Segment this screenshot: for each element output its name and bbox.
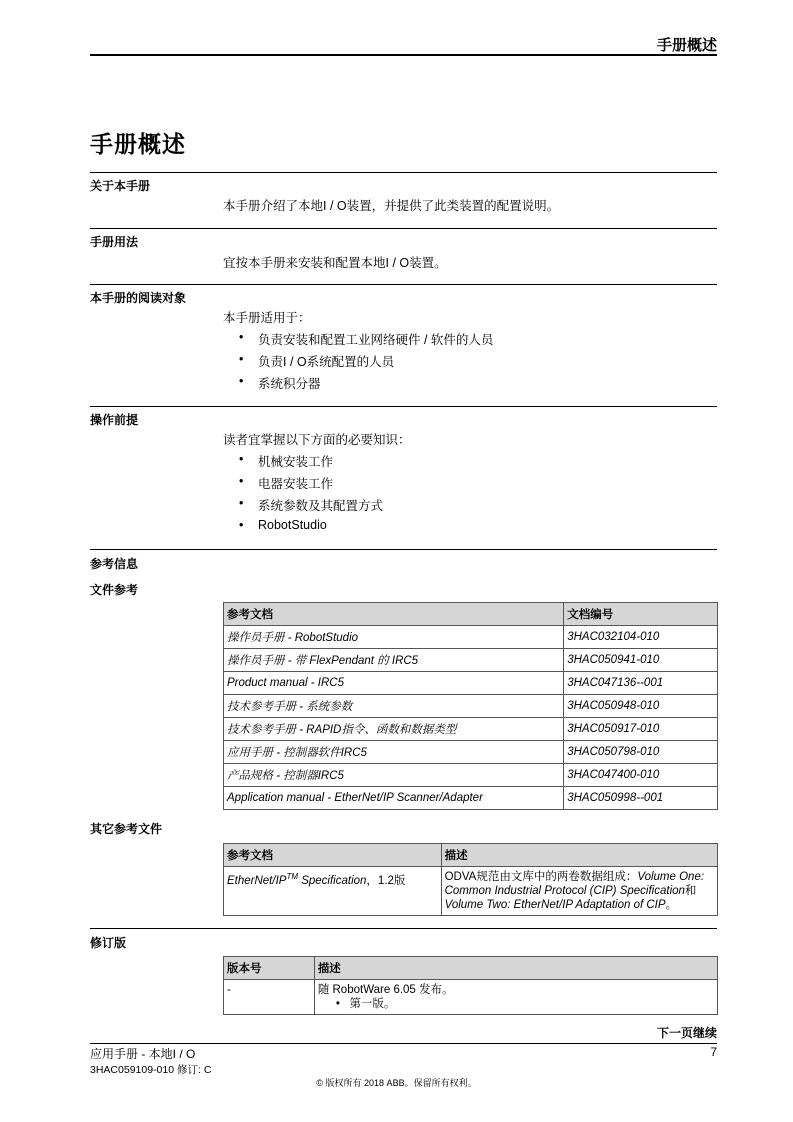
- section-rule: [90, 928, 717, 929]
- table-row: [224, 980, 718, 1015]
- table-header-row: [224, 603, 718, 626]
- bullet: •: [335, 998, 340, 1010]
- copyright: © 版权所有 2018 ABB。保留所有权利。: [316, 1078, 477, 1088]
- bullet: •: [239, 330, 244, 344]
- table-row: [224, 764, 718, 787]
- doc-title-cell: Application manual - EtherNet/IP Scanner/Adapter: [224, 787, 564, 810]
- desc-volume-two: Volume Two: EtherNet/IP Adaptation of CIP: [444, 899, 666, 911]
- bullet: •: [239, 352, 244, 366]
- subheading-other-refs: 其它参考文件: [90, 822, 163, 836]
- revision-item-text: 第一版。: [349, 998, 396, 1010]
- column-header: 描述: [314, 957, 717, 980]
- table-row: [224, 626, 718, 649]
- table-row: [224, 718, 718, 741]
- desc-text: 。: [665, 899, 678, 911]
- revision-desc: 随 RobotWare 6.05 发布。: [317, 984, 454, 996]
- table-row: [224, 867, 718, 916]
- doc-title-cell: 操作员手册 - 带 FlexPendant 的 IRC5: [224, 649, 564, 672]
- doc-title-cell: 产品规格 - 控制器IRC5: [224, 764, 564, 787]
- list-item: 系统积分器: [258, 377, 321, 391]
- doc-number-cell: 3HAC050917-010: [564, 718, 718, 741]
- column-header: 文档编号: [564, 603, 718, 626]
- table-header-row: [224, 957, 718, 980]
- table-row: [224, 741, 718, 764]
- other-reference-table-wrap: [223, 843, 718, 916]
- doc-title-cell: 技术参考手册 - 系统参数: [224, 695, 564, 718]
- spec-version: ，1.2版: [366, 874, 406, 887]
- column-header: 参考文档: [224, 844, 442, 867]
- revision-item: [318, 997, 714, 1011]
- desc-volume-one: Volume One: Common Industrial Protocol (CIP) Specification: [444, 871, 705, 897]
- revision-table: [223, 956, 718, 1015]
- table-header-row: [224, 844, 718, 867]
- page-number: 7: [710, 1045, 717, 1059]
- description-cell: [441, 867, 717, 916]
- bullet: •: [239, 474, 244, 488]
- trademark: TM: [286, 872, 299, 881]
- section-heading-prereq: 操作前提: [90, 413, 139, 427]
- header-rule: [90, 54, 717, 56]
- doc-number-cell: 3HAC047400-010: [564, 764, 718, 787]
- desc-text: 和: [684, 885, 697, 897]
- section-heading-audience: 本手册的阅读对象: [90, 291, 187, 305]
- list-item: RobotStudio: [258, 518, 327, 532]
- list-item: 机械安装工作: [258, 455, 334, 469]
- doc-reference-table-wrap: [223, 602, 718, 810]
- doc-number-cell: 3HAC050798-010: [564, 741, 718, 764]
- section-rule: [90, 172, 717, 173]
- section-heading-about: 关于本手册: [90, 179, 151, 193]
- usage-text: 宜按本手册来安装和配置本地I / O装置。: [223, 256, 447, 270]
- column-header: 参考文档: [224, 603, 564, 626]
- list-item: 负责I / O系统配置的人员: [258, 355, 395, 369]
- column-header: 描述: [441, 844, 717, 867]
- doc-reference-table: [223, 602, 718, 810]
- footer-doc-number: 3HAC059109-010 修订: C: [90, 1064, 212, 1076]
- other-reference-table: [223, 843, 718, 916]
- section-rule: [90, 228, 717, 229]
- doc-title-cell: 应用手册 - 控制器软件IRC5: [224, 741, 564, 764]
- table-row: [224, 695, 718, 718]
- column-header: 版本号: [224, 957, 315, 980]
- version-cell: -: [224, 980, 315, 1015]
- revision-table-wrap: [223, 956, 718, 1015]
- doc-number-cell: 3HAC050948-010: [564, 695, 718, 718]
- doc-number-cell: 3HAC050998--001: [564, 787, 718, 810]
- desc-text: ODVA规范由文库中的两卷数据组成：: [444, 871, 638, 883]
- table-row: [224, 787, 718, 810]
- section-heading-usage: 手册用法: [90, 235, 139, 249]
- page-title: 手册概述: [90, 131, 186, 157]
- doc-number-cell: 3HAC032104-010: [564, 626, 718, 649]
- table-row: [224, 649, 718, 672]
- section-rule: [90, 406, 717, 407]
- section-rule: [90, 549, 717, 550]
- section-heading-revision: 修订版: [90, 936, 127, 950]
- list-item: 负责安装和配置工业网络硬件 / 软件的人员: [258, 333, 494, 347]
- doc-number-cell: 3HAC047136--001: [564, 672, 718, 695]
- footer-rule: [90, 1043, 717, 1044]
- bullet: •: [239, 452, 244, 466]
- list-item: 电器安装工作: [258, 477, 334, 491]
- doc-title-cell: Product manual - IRC5: [224, 672, 564, 695]
- doc-title-cell: 技术参考手册 - RAPID指令、函数和数据类型: [224, 718, 564, 741]
- spec-suffix: Specification: [298, 874, 367, 887]
- bullet: •: [239, 374, 244, 388]
- section-rule: [90, 284, 717, 285]
- doc-title-cell: 操作员手册 - RobotStudio: [224, 626, 564, 649]
- prereq-intro: 读者宜掌握以下方面的必要知识：: [223, 433, 411, 447]
- subheading-doc-refs: 文件参考: [90, 583, 139, 597]
- description-cell: [314, 980, 717, 1015]
- footer-manual-title: 应用手册 - 本地I / O: [90, 1047, 196, 1061]
- doc-number-cell: 3HAC050941-010: [564, 649, 718, 672]
- doc-title-cell: [224, 867, 442, 916]
- about-text: 本手册介绍了本地I / O装置，并提供了此类装置的配置说明。: [223, 199, 560, 213]
- audience-intro: 本手册适用于：: [223, 311, 311, 325]
- list-item: 系统参数及其配置方式: [258, 499, 384, 513]
- continued-next-page: 下一页继续: [656, 1026, 717, 1040]
- bullet: •: [239, 496, 244, 510]
- spec-name: EtherNet/IP: [227, 874, 287, 887]
- table-row: [224, 672, 718, 695]
- section-heading-refs: 参考信息: [90, 557, 139, 571]
- bullet: •: [239, 518, 244, 532]
- running-header: 手册概述: [656, 37, 717, 54]
